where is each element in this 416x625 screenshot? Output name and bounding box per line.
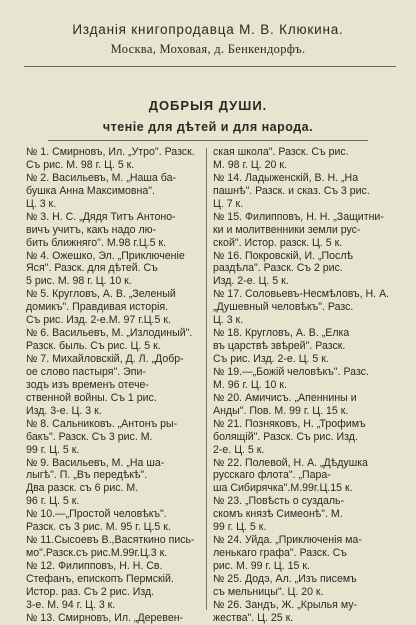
- catalog-entry-line: № 3. Н. С. „Дядя Титъ Антоно-: [26, 210, 176, 223]
- publisher-address: Москва, Моховая, д. Бенкендорфъ.: [110, 42, 306, 56]
- catalog-entry-line: ша Сибирячка".М.99г.Ц.15 к.: [213, 482, 353, 495]
- catalog-entry-line: въ царствѣ звѣрей". Разск.: [213, 340, 346, 353]
- catalog-entry-line: Разск. быль. Съ рис. Ц. 5 к.: [26, 340, 161, 353]
- catalog-entry-line: № 20. Амичисъ. „Апеннины и: [213, 391, 357, 404]
- catalog-entry-line: ская школа". Разск. Съ рис.: [213, 146, 349, 158]
- catalog-entry-line: № 14. Ладыженскій, В. Н. „На: [213, 171, 359, 184]
- catalog-entry-line: Съ рис. Изд. 2-е. Ц. 5 к.: [213, 353, 329, 365]
- catalog-entry-line: ской". Истор. разск. Ц. 5 к.: [213, 236, 343, 249]
- catalog-entry-line: Разск. съ 3 рис. М. 95 г. Ц.5 к.: [26, 521, 171, 534]
- catalog-entry-line: бить ближняго". М.98 г.Ц.5 к.: [26, 236, 167, 249]
- catalog-entry-line: № 26. Зандъ, Ж. „Крылья му-: [213, 598, 358, 611]
- catalog-entry-line: № 15. Филипповъ, Н. Н. „Защитни-: [213, 210, 384, 223]
- catalog-entry-line: Изд. 2-е. Ц. 5 к.: [213, 275, 289, 288]
- catalog-entry-line: Изд. 3-е. Ц. 3 к.: [26, 404, 102, 417]
- catalog-entry-line: № 10.—„Простой человѣкъ".: [26, 508, 167, 521]
- catalog-entry-line: 99 г. Ц. 5 к.: [213, 521, 267, 534]
- catalog-entry-line: зодъ изъ временъ отече-: [26, 378, 149, 391]
- catalog-entry-line: Съ рис. М. 98 г. Ц. 5 к.: [26, 158, 135, 171]
- catalog-entry-line: ки и молитвенники земли рус-: [213, 223, 361, 236]
- catalog-entry-line: № 7. Михайловскій, Д. Л. „Добр-: [26, 353, 184, 365]
- catalog-entry-line: „Душевный человѣкъ". Разс.: [213, 301, 354, 314]
- catalog-right-column: [213, 146, 395, 625]
- catalog-entry-line: Анды". Пов. М. 99 г. Ц. 15 к.: [213, 404, 349, 417]
- catalog-entry-line: мо".Разск.съ рис.М.99г.Ц.3 к.: [26, 547, 168, 560]
- catalog-entry-line: скомъ князѣ Симеонѣ". М.: [213, 508, 343, 521]
- catalog-entry-line: Стефанъ, епископъ Пермскій.: [26, 572, 174, 585]
- catalog-entry-line: Ц. 3 к.: [26, 197, 57, 210]
- catalog-entry-line: жества". Ц. 25 к.: [213, 611, 294, 624]
- catalog-entry-line: болящій". Разск. Съ рис. Изд.: [213, 430, 358, 443]
- catalog-entry-line: № 8. Сальниковъ. „Антонъ ры-: [26, 417, 178, 430]
- catalog-entry-line: домикъ". Правдивая исторія.: [26, 301, 169, 314]
- catalog-entry-line: ое слово пастыря". Эпи-: [26, 365, 146, 378]
- catalog-entry-line: № 16. Покровскій, И. „Послѣ: [213, 249, 354, 262]
- catalog-entry-line: пашнѣ". Разск. и сказ. Съ 3 рис.: [213, 184, 370, 197]
- catalog-entry-line: Два разск. съ 6 рис. М.: [26, 482, 139, 495]
- catalog-entry-line: № 12. Филипповъ, Н. Н. Св.: [26, 560, 163, 572]
- catalog-entry-line: русскаго флота". „Пара-: [213, 469, 331, 482]
- catalog-entry-line: лыгѣ". П. „Въ передѣкѣ".: [26, 469, 148, 482]
- catalog-entry-line: № 9. Васильевъ, М. „На ша-: [26, 456, 165, 469]
- catalog-entry-line: 5 рис. М. 98 г. Ц. 10 к.: [26, 275, 132, 288]
- catalog-entry-line: № 23. „Повѣсть о суздаль-: [213, 495, 345, 508]
- catalog-entry-line: Съ рис. Изд. 2-е.М. 97 г.Ц.5 к.: [26, 314, 171, 327]
- catalog-entry-line: № 17. Соловьевъ-Несмѣловъ, Н. А.: [213, 288, 390, 301]
- catalog-entry-line: Яся". Разск. для дѣтей. Съ: [26, 262, 158, 275]
- catalog-entry-line: № 4. Ожешко, Эл. „Приключеніе: [26, 249, 185, 262]
- catalog-entry-line: № 5. Кругловъ, А. В. „Зеленый: [26, 288, 176, 301]
- catalog-entry-line: ленькаго графа". Разск. Съ: [213, 547, 347, 560]
- catalog-entry-line: ственной войны. Съ 1 рис.: [26, 391, 157, 404]
- top-rule: [24, 66, 396, 67]
- catalog-entry-line: № 1. Смирновъ, Ил. „Утро". Разск.: [26, 146, 195, 158]
- catalog-entry-line: № 19.—„Божій человѣкъ". Разс.: [213, 365, 369, 378]
- catalog-entry-line: 96 г. Ц. 5 к.: [26, 495, 80, 508]
- catalog-entry-line: 2-е. Ц. 5 к.: [213, 443, 265, 456]
- catalog-entry-line: № 18. Кругловъ, А. В. „Елка: [213, 327, 350, 340]
- catalog-entry-line: № 6. Васильевъ, М. „Излодиный".: [26, 327, 193, 340]
- catalog-entry-line: раздѣла". Разск. Съ 2 рис.: [213, 262, 343, 275]
- catalog-left-column: [26, 146, 208, 625]
- catalog-entry-line: № 22. Полевой, Н. А. „Дѣдушка: [213, 456, 368, 469]
- title-rule: [48, 140, 368, 141]
- catalog-entry-line: № 2. Васильевъ, М. „Наша ба-: [26, 171, 176, 184]
- series-subtitle: чтеніе для дѣтей и для народа.: [102, 120, 314, 134]
- catalog-entry-line: 3-е. М. 94 г. Ц. 3 к.: [26, 598, 116, 611]
- catalog-entry-line: Истор. раз. Съ 2 рис. Изд.: [26, 585, 155, 598]
- catalog-entry-line: вичъ учитъ, какъ надо лю-: [26, 223, 157, 236]
- catalog-entry-line: бушка Анна Максимовна".: [26, 184, 155, 197]
- catalog-entry-line: 99 г. Ц. 5 к.: [26, 443, 80, 456]
- series-title: ДОБРЫЯ ДУШИ.: [148, 98, 268, 113]
- catalog-entry-line: Ц. 3 к.: [213, 314, 244, 327]
- catalog-entry-line: № 21. Позняковъ, Н. „Трофимъ: [213, 417, 366, 430]
- catalog-entry-line: съ мельницы". Ц. 20 к.: [213, 585, 324, 598]
- catalog-entry-line: № 11.Сысоевъ В.,Васяткино пись-: [26, 534, 195, 547]
- catalog-entry-line: № 24. Уйда. „Приключенія ма-: [213, 534, 362, 547]
- catalog-entry-line: М. 96 г. Ц. 10 к.: [213, 378, 287, 391]
- column-divider: [206, 148, 207, 610]
- publisher-heading: Изданія книгопродавца М. В. Клюкина.: [72, 22, 344, 37]
- catalog-entry-line: № 25. Додэ, Ал. „Изъ писемъ: [213, 572, 357, 585]
- catalog-entry-line: Ц. 7 к.: [213, 197, 244, 210]
- catalog-entry-line: № 13. Смирновъ, Ил. „Деревен-: [26, 611, 184, 624]
- catalog-entry-line: М. 98 г. Ц. 20 к.: [213, 158, 287, 171]
- catalog-entry-line: рис. М. 99 г. Ц. 15 к.: [213, 560, 310, 572]
- catalog-entry-line: бакъ". Разск. Съ 3 рис. М.: [26, 430, 153, 443]
